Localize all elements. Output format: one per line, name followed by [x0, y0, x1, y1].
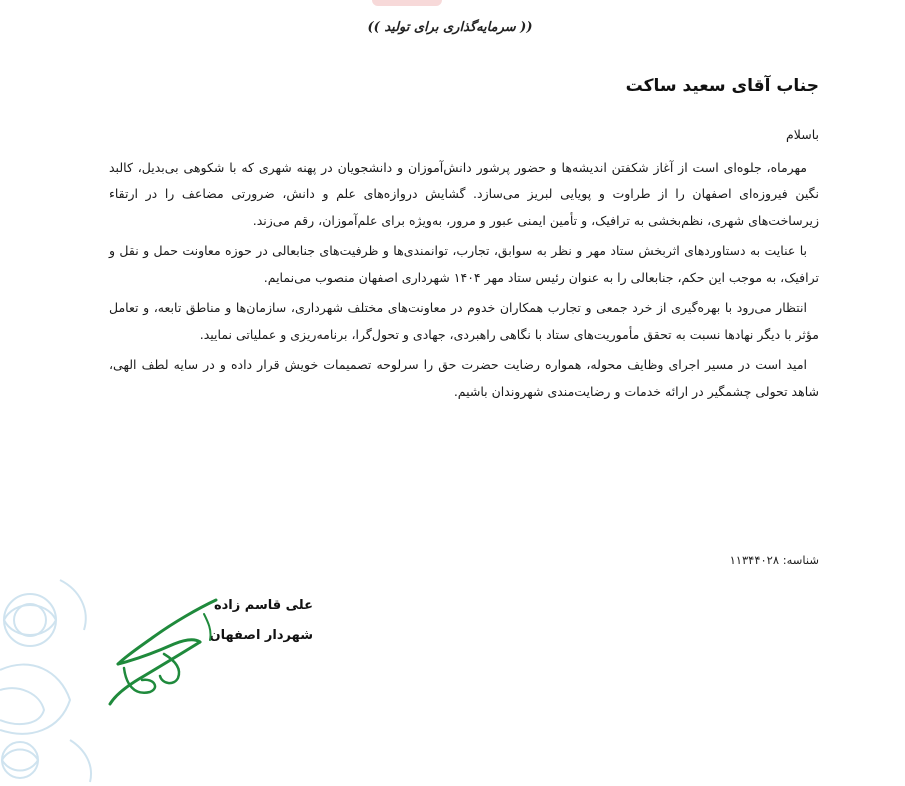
letter-body [109, 122, 819, 409]
paragraph-2: با عنایت به دستاوردهای اثربخش ستاد مهر و نظر به سوابق، تجارب، توانمندی‌ها و ظرفیت‌های جنابعالی در حوزه معاونت حمل و نقل و ترافیک، به موجب این حکم، جنابعالی را به عنوان رئیس ستاد مهر ۱۴۰۴ شهرداری اصفهان منصوب می‌نمایم. [109, 243, 819, 285]
greeting: باسلام [786, 127, 819, 142]
paragraph-3: انتظار می‌رود با بهره‌گیری از خرد جمعی و تجارب همکاران خدوم در معاونت‌های مختلف شهرداری، سازمان‌ها و مناطق تابعه، و تعامل مؤثر با دیگر نهادها نسبت به تحقق مأموریت‌های ستاد با نگاهی راهبردی، جهادی و تحول‌گرا، برنامه‌ریزی و عملیاتی نمایید. [109, 300, 819, 342]
recipient-heading: جناب آقای سعید ساکت [625, 76, 819, 96]
paragraph-4: امید است در مسیر اجرای وظایف محوله، همواره رضایت حضرت حق را سرلوحه تصمیمات خویش قرار داده و در سایه لطف الهی، شاهد تحولی چشمگیر در ارائه خدمات و رضایت‌مندی شهروندان باشیم. [109, 357, 819, 399]
slogan: (( سرمایه‌گذاری برای تولید )) [367, 20, 533, 35]
letterhead-emblem-fragment [372, 0, 442, 6]
signatory-name: علی قاسم زاده [213, 598, 313, 613]
paragraph-1: مهرماه، جلوه‌ای است از آغاز شکفتن اندیشه‌ها و حضور پرشور دانش‌آموزان و دانشجویان در پهنه شهری که با شکوهی بی‌بدیل، کالبد نگین فیروزه‌ای اصفهان را از طراوت و پویایی لبریز می‌سازد. گشایش دروازه‌های علم و دانش، ضرورتی مضاعف را در ارتقاء زیرساخت‌های شهری، نظم‌بخشی به ترافیک، و تأمین ایمنی عبور و مرور، به‌ویژه برای علم‌آموزان، رقم می‌زند. [109, 159, 819, 228]
signatory-title: شهردار اصفهان [209, 628, 313, 643]
decorative-ornament [0, 560, 110, 786]
handwritten-signature [104, 594, 224, 710]
reference-id: شناسه: ۱۱۳۴۴۰۲۸ [729, 553, 819, 567]
